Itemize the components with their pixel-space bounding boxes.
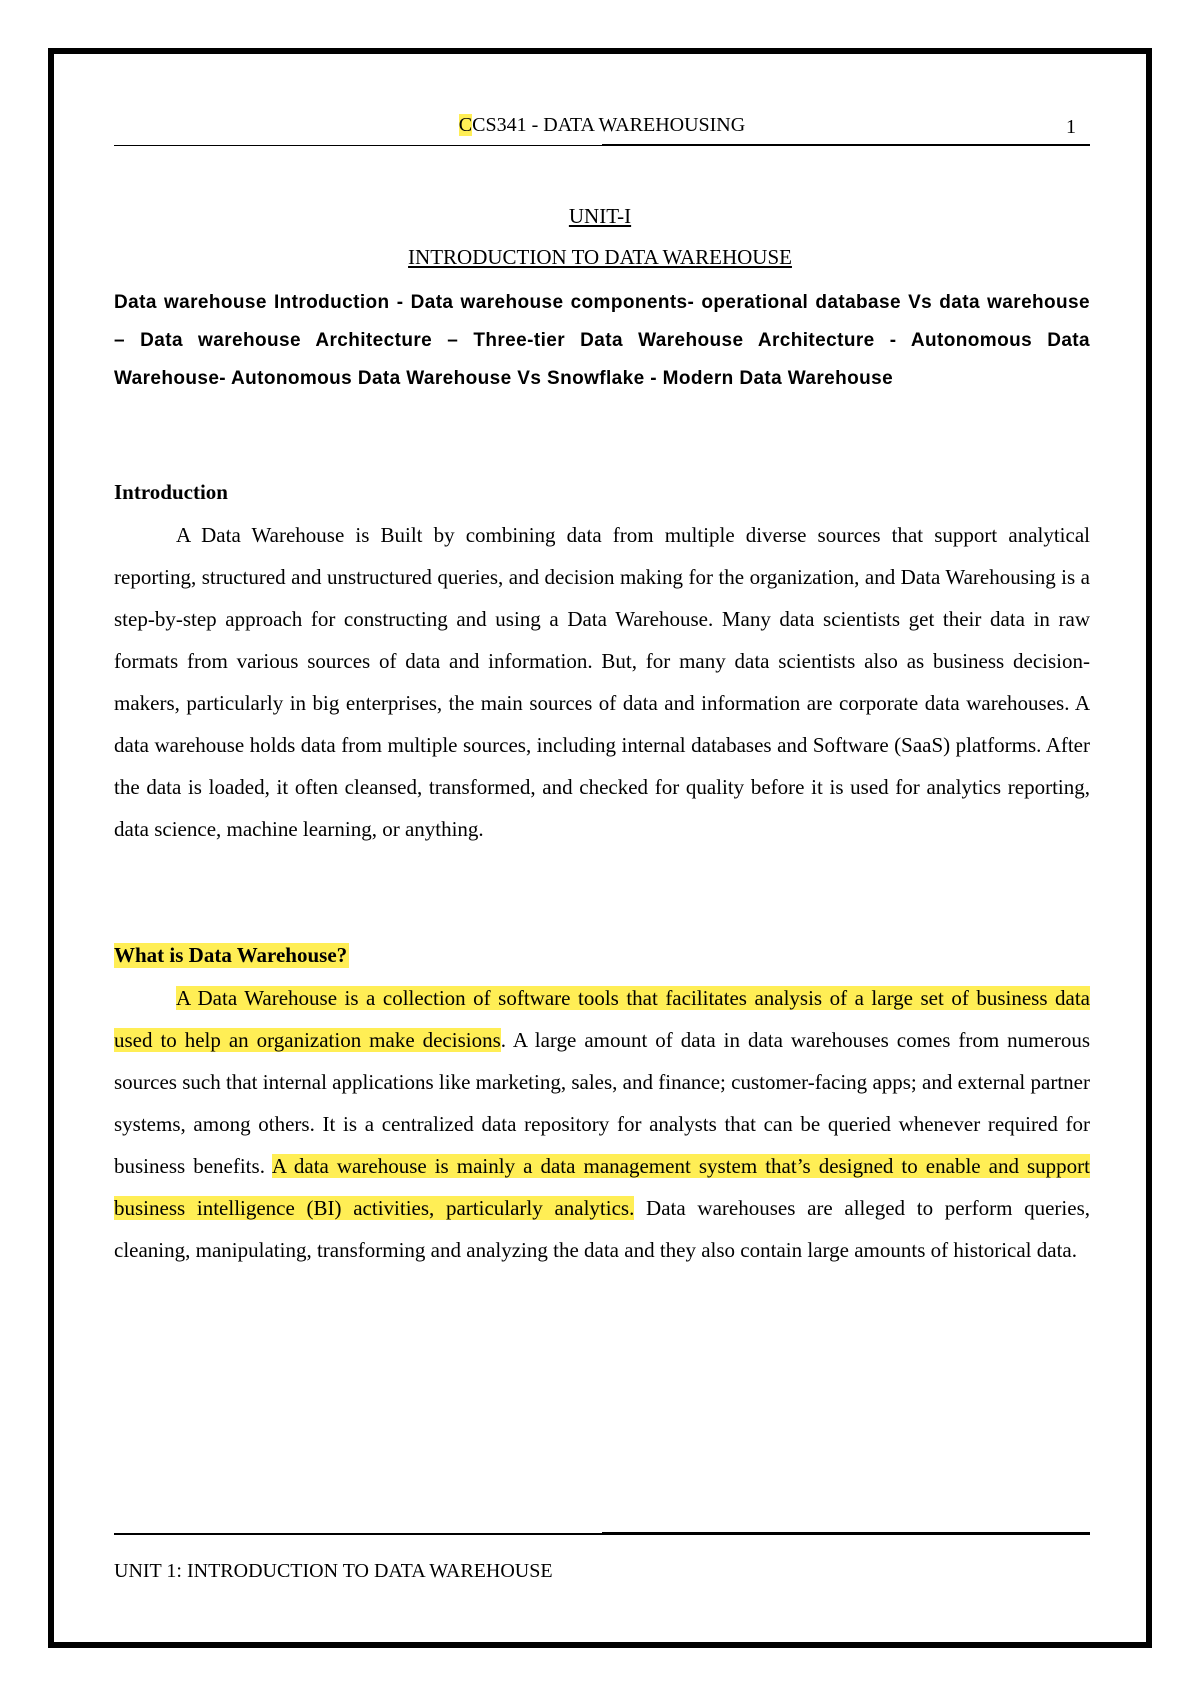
page-footer: UNIT 1: INTRODUCTION TO DATA WAREHOUSE: [114, 1560, 553, 1582]
what-is-heading: What is Data Warehouse?: [114, 943, 348, 967]
header-rule-thick: [602, 144, 1090, 147]
introduction-heading: Introduction: [114, 480, 228, 504]
what-is-paragraph: [114, 977, 1090, 1271]
paragraph-text-end: Data warehouses are alleged to perform queries, cleaning, manipulating, transforming and analyzing the data and they also contain large amounts of historical data.: [114, 1196, 1090, 1262]
introduction-paragraph: A Data Warehouse is Built by combining data from multiple diverse sources that support analytical reporting, structured and unstructured queries, and decision making for the organization, and Data Warehousing is a step-by-step approach for constructing and using a Data Warehouse. Many data scientists get their data in raw formats from various sources of data and information. But, for many data scientists also as business decision-makers, particularly in big enterprises, the main sources of data and information are corporate data warehouses. A data warehouse holds data from multiple sources, including internal databases and Software (SaaS) platforms. After the data is loaded, it often cleansed, transformed, and checked for quality before it is used for analytics reporting, data science, machine learning, or anything.: [114, 523, 1090, 841]
highlighted-bi-statement: A data warehouse is mainly a data management system that’s designed to enable and support business intelligence (BI) activities, particularly analytics.: [114, 1154, 1090, 1220]
page-header: [114, 112, 1090, 146]
topics-list: Data warehouse Introduction - Data warehouse components- operational database Vs data warehouse – Data warehouse Architecture – Three-tier Data Warehouse Architecture - Autonomous Data Warehouse- Autonomous Data Warehouse Vs Snowflake - Modern Data Warehouse: [114, 292, 1090, 389]
paragraph-text: . A large amount of data in data warehouses comes from numerous sources such that internal applications like marketing, sales, and finance; customer-facing apps; and external partner systems, among others. It is a centralized data repository for analysts that can be queried whenever required for business benefits.: [114, 1028, 1091, 1178]
page-number: 1: [1066, 116, 1076, 138]
unit-title: INTRODUCTION TO DATA WAREHOUSE: [408, 245, 792, 269]
highlighted-definition: A Data Warehouse is a collection of software tools that facilitates analysis of a large set of business data used to help an organization make decisions: [114, 986, 1090, 1052]
unit-label: UNIT-I: [568, 204, 632, 228]
header-title: [114, 114, 1090, 137]
header-title-text: CS341 - DATA WAREHOUSING: [472, 114, 746, 136]
header-title-highlighted-letter: C: [458, 114, 473, 136]
footer-rule-thick: [602, 1532, 1090, 1535]
